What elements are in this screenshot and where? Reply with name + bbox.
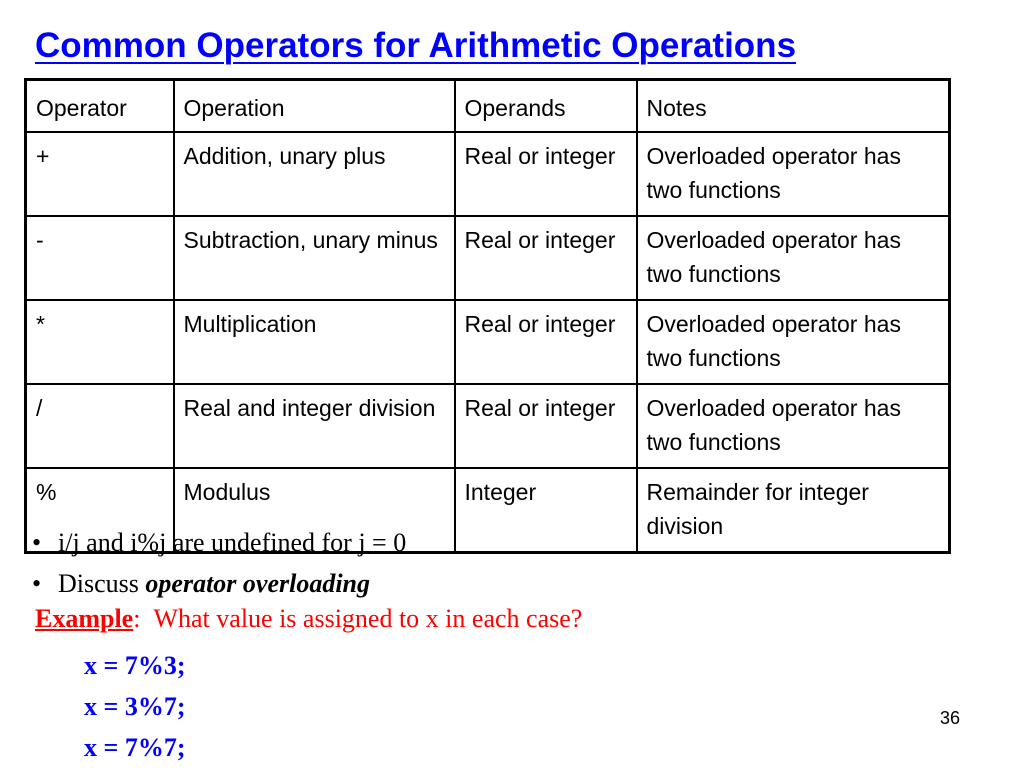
table-row [26, 300, 950, 384]
notes-cell: Overloaded operator has two functions [637, 300, 950, 384]
example-question: What value is assigned to x in each case? [153, 604, 583, 633]
bullet-text-prefix: Discuss [58, 569, 146, 598]
bullet-marker: • [32, 528, 42, 557]
header-operands: Operands [455, 80, 637, 133]
bullet-item-discuss [32, 563, 406, 604]
operator-cell: - [26, 216, 174, 300]
operation-cell: Modulus [174, 468, 455, 553]
operation-cell: Real and integer division [174, 384, 455, 468]
notes-cell: Overloaded operator has two functions [637, 216, 950, 300]
header-operator: Operator [26, 80, 174, 133]
operation-cell: Subtraction, unary minus [174, 216, 455, 300]
slide-title: Common Operators for Arithmetic Operations [35, 26, 797, 65]
operands-cell: Integer [455, 468, 637, 553]
operator-cell: * [26, 300, 174, 384]
operation-cell: Addition, unary plus [174, 132, 455, 216]
header-notes: Notes [637, 80, 950, 133]
bullet-emphasis: operator overloading [145, 569, 371, 598]
notes-cell: Remainder for integer division [637, 468, 950, 553]
notes-cell: Overloaded operator has two functions [637, 132, 950, 216]
header-operation: Operation [174, 80, 455, 133]
operator-cell: % [26, 468, 174, 553]
code-lines [84, 645, 185, 768]
code-line: x = 3%7; [84, 692, 186, 721]
page-number: 36 [940, 708, 961, 728]
operation-cell: Multiplication [174, 300, 455, 384]
operands-cell: Real or integer [455, 132, 637, 216]
table-row [26, 132, 950, 216]
code-line: x = 7%3; [84, 651, 186, 680]
example-label: Example [35, 604, 134, 633]
operands-cell: Real or integer [455, 384, 637, 468]
example-separator: : [133, 604, 141, 633]
operator-cell: / [26, 384, 174, 468]
bullet-item-undefined [32, 522, 406, 563]
table-row [26, 384, 950, 468]
bullet-marker: • [32, 569, 42, 598]
table-header-row [26, 80, 950, 133]
code-line: x = 7%7; [84, 733, 186, 762]
operator-cell: + [26, 132, 174, 216]
example-line [35, 604, 582, 634]
operators-table [24, 78, 951, 554]
notes-cell: Overloaded operator has two functions [637, 384, 950, 468]
operands-cell: Real or integer [455, 300, 637, 384]
bullet-text: i/j and i%j are undefined for j = 0 [58, 528, 407, 557]
operands-cell: Real or integer [455, 216, 637, 300]
table-row [26, 216, 950, 300]
bullet-list [32, 522, 406, 604]
